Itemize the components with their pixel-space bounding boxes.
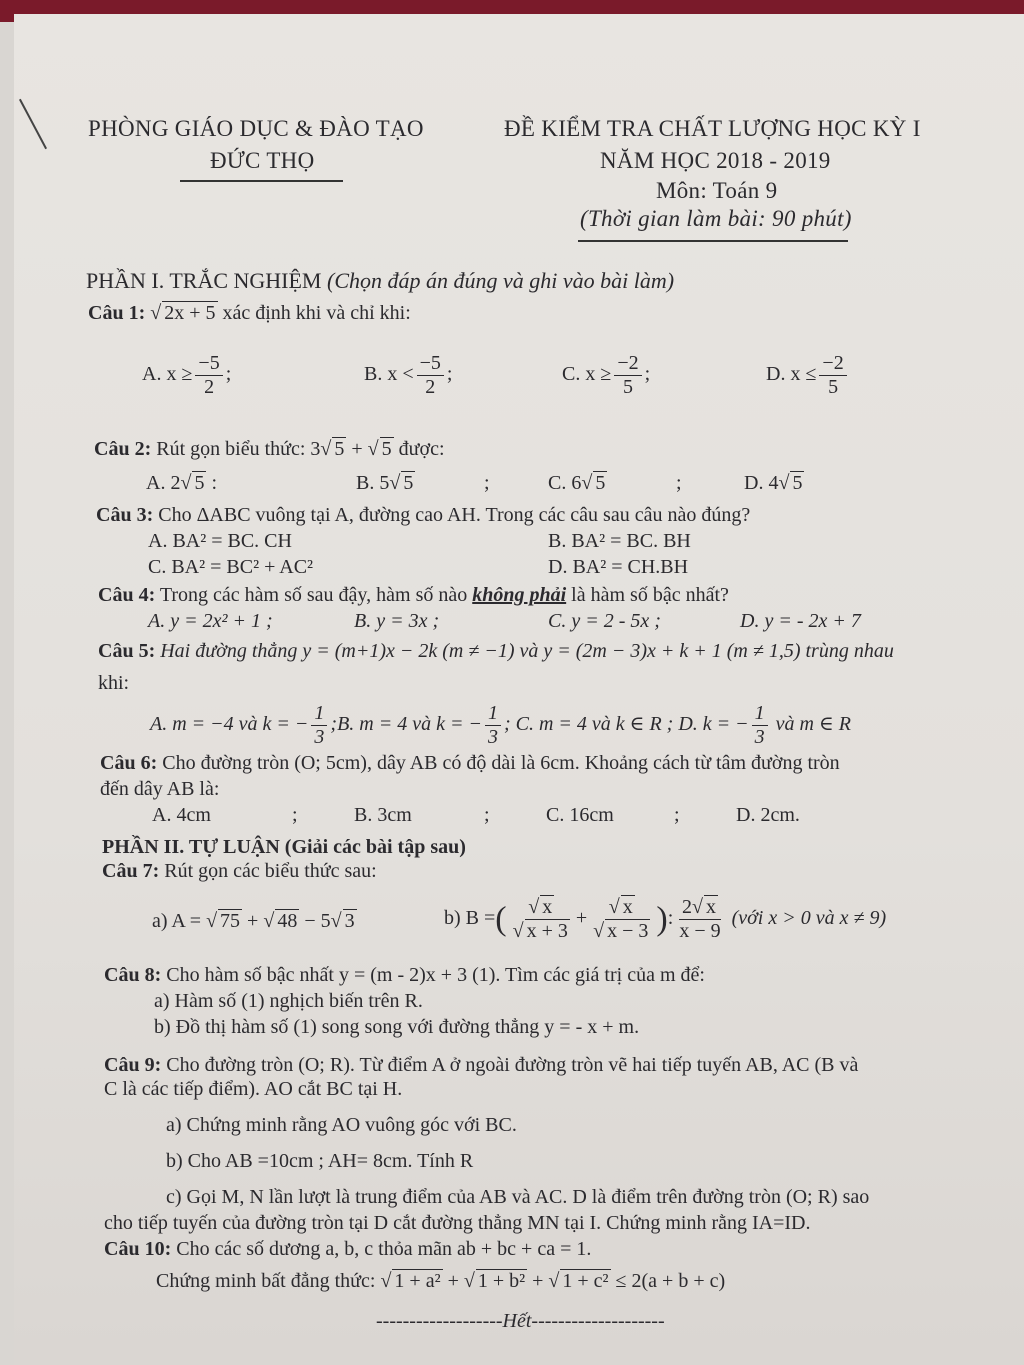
q3-stem: Câu 3: Cho ΔABC vuông tại A, đường cao AH. Trong các câu sau câu nào đúng? xyxy=(96,504,751,526)
q10-stem: Câu 10: Cho các số dương a, b, c thỏa mãn ab + bc + ca = 1. xyxy=(104,1238,592,1260)
q9-part-c: c) Gọi M, N lần lượt là trung điểm của AB và AC. D là điểm trên đường tròn (O; R) sao xyxy=(166,1186,870,1208)
exam-title: ĐỀ KIỂM TRA CHẤT LƯỢNG HỌC KỲ I xyxy=(504,116,921,141)
q6-sep-3: ; xyxy=(674,804,680,826)
q9-stem: Câu 9: Cho đường tròn (O; R). Từ điểm A ở ngoài đường tròn vẽ hai tiếp tuyến AB, AC (B và xyxy=(104,1054,859,1076)
part2-instruction: (Giải các bài tập sau) xyxy=(284,836,466,858)
q3-option-a: A. BA² = BC. CH xyxy=(148,530,292,552)
end-marker: -------------------Hết-------------------- xyxy=(376,1310,665,1332)
q10-inequality: Chứng minh bất đẳng thức: √ 1 + a² + √ 1 + b² + √ 1 + c² ≤ 2(a + b + c) xyxy=(156,1270,726,1292)
part1-title: PHẦN I. TRẮC NGHIỆM xyxy=(86,268,322,293)
district-name: ĐỨC THỌ xyxy=(210,148,315,173)
q6-option-c: C. 16cm xyxy=(546,804,614,826)
q6-option-a: A. 4cm xyxy=(152,804,211,826)
q8-part-b: b) Đồ thị hàm số (1) song song với đường thẳng y = - x + m. xyxy=(154,1016,640,1038)
q5-option-b: ;B. m = 4 và k = − xyxy=(330,713,482,736)
q7-condition: (với x > 0 và x ≠ 9) xyxy=(731,907,887,930)
part2-heading xyxy=(102,836,466,859)
q9-stem-cont: C là các tiếp điểm). AO cắt BC tại H. xyxy=(104,1078,403,1100)
q5-options: A. m = −4 và k = − $\frac{1}{3}$ ;B. m = 4 và k = − $\frac{1}{3}$ ; C. m = 4 và k ∈ R ; D. k = − $\frac{1}{3}$ và m ∈ R xyxy=(150,702,851,748)
q1-text: xác định khi và chỉ khi: xyxy=(222,302,411,324)
q1-label: Câu 1: xyxy=(88,302,146,324)
q4-option-a: A. y = 2x² + 1 ; xyxy=(148,610,273,632)
q1-option-d: D. x ≤ $\frac{-2}{5}$ xyxy=(766,352,850,399)
q6-stem: Câu 6: Cho đường tròn (O; 5cm), dây AB có độ dài là 6cm. Khoảng cách từ tâm đường tròn xyxy=(100,752,840,774)
q2-option-d: D. 4√ 5 xyxy=(744,472,803,494)
header-right-underline xyxy=(578,240,848,242)
subject: Môn: Toán 9 xyxy=(656,178,778,203)
q4-emphasis: không phải xyxy=(472,584,567,606)
q1-stem: Câu 1: √ 2x + 5 xác định khi và chỉ khi: xyxy=(88,302,411,324)
header-left-underline xyxy=(180,180,343,182)
q5-option-d: D. k = − xyxy=(678,713,749,736)
q6-stem-cont: đến dây AB là: xyxy=(100,778,220,800)
q7-part-b: b) B =( $\frac{√ x}{√ x + 3}$ + $\frac{√ x}{√ x - 3}$ ): $\frac{2√ x}{x - 9}$ (với x > 0 và x ≠ 9) xyxy=(444,896,887,942)
part1-instruction: (Chọn đáp án đúng và ghi vào bài làm) xyxy=(327,268,675,293)
q1-radicand: 2x + 5 xyxy=(164,302,216,324)
q5-stem-cont: khi: xyxy=(98,672,130,694)
q2-sep-1: ; xyxy=(484,472,490,494)
part2-title: PHẦN II. TỰ LUẬN xyxy=(102,836,280,858)
q3-option-b: B. BA² = BC. BH xyxy=(548,530,691,552)
q6-sep-1: ; xyxy=(292,804,298,826)
department-name: PHÒNG GIÁO DỤC & ĐÀO TẠO xyxy=(88,116,424,141)
q3-option-d: D. BA² = CH.BH xyxy=(548,556,689,578)
q1-option-b: B. x < $\frac{-5}{2}$ ; xyxy=(364,352,453,398)
q5-option-c: ; C. m = 4 và k ∈ R ; xyxy=(503,713,674,736)
q7-part-a: a) A = √ 75 + √ 48 − 5√ 3 xyxy=(152,910,355,932)
school-year: NĂM HỌC 2018 - 2019 xyxy=(600,148,831,173)
q2-stem: Câu 2: Rút gọn biểu thức: 3√ 5 + √ 5 được: xyxy=(94,438,445,460)
q6-sep-2: ; xyxy=(484,804,490,826)
q9-part-a: a) Chứng minh rằng AO vuông góc với BC. xyxy=(166,1114,517,1136)
q2-option-c: C. 6√ 5 xyxy=(548,472,606,494)
q4-option-b: B. y = 3x ; xyxy=(354,610,440,632)
q6-option-d: D. 2cm. xyxy=(736,804,800,826)
part1-heading xyxy=(86,268,674,294)
q6-option-b: B. 3cm xyxy=(354,804,412,826)
q9-part-c-cont: cho tiếp tuyến của đường tròn tại D cắt đường thẳng MN tại I. Chứng minh rằng IA=ID. xyxy=(104,1212,811,1234)
q1-option-c: C. x ≥ $\frac{-2}{5}$ ; xyxy=(562,352,651,398)
duration: (Thời gian làm bài: 90 phút) xyxy=(580,206,852,231)
q5-option-a: A. m = −4 và k = − xyxy=(150,713,309,736)
q2-option-b: B. 5√ 5 xyxy=(356,472,414,494)
q2-option-a: A. 2√ 5 : xyxy=(146,472,217,494)
q4-option-c: C. y = 2 - 5x ; xyxy=(548,610,661,632)
q2-sep-2: ; xyxy=(676,472,682,494)
q1-option-a: A. x ≥ $\frac{-5}{2}$ ; xyxy=(142,352,232,398)
q9-part-b: b) Cho AB =10cm ; AH= 8cm. Tính R xyxy=(166,1150,474,1172)
q4-stem: Câu 4: Trong các hàm số sau đậy, hàm số nào không phải là hàm số bậc nhất? xyxy=(98,584,729,606)
q3-option-c: C. BA² = BC² + AC² xyxy=(148,556,314,578)
q5-stem: Câu 5: Hai đường thẳng y = (m+1)x − 2k (m ≠ −1) và y = (2m − 3)x + k + 1 (m ≠ 1,5) trùng nhau xyxy=(98,640,894,662)
q8-part-a: a) Hàm số (1) nghịch biến trên R. xyxy=(154,990,423,1012)
q4-option-d: D. y = - 2x + 7 xyxy=(740,610,861,632)
q8-stem: Câu 8: Cho hàm số bậc nhất y = (m - 2)x + 3 (1). Tìm các giá trị của m để: xyxy=(104,964,705,986)
q7-stem: Câu 7: Rút gọn các biểu thức sau: xyxy=(102,860,377,882)
